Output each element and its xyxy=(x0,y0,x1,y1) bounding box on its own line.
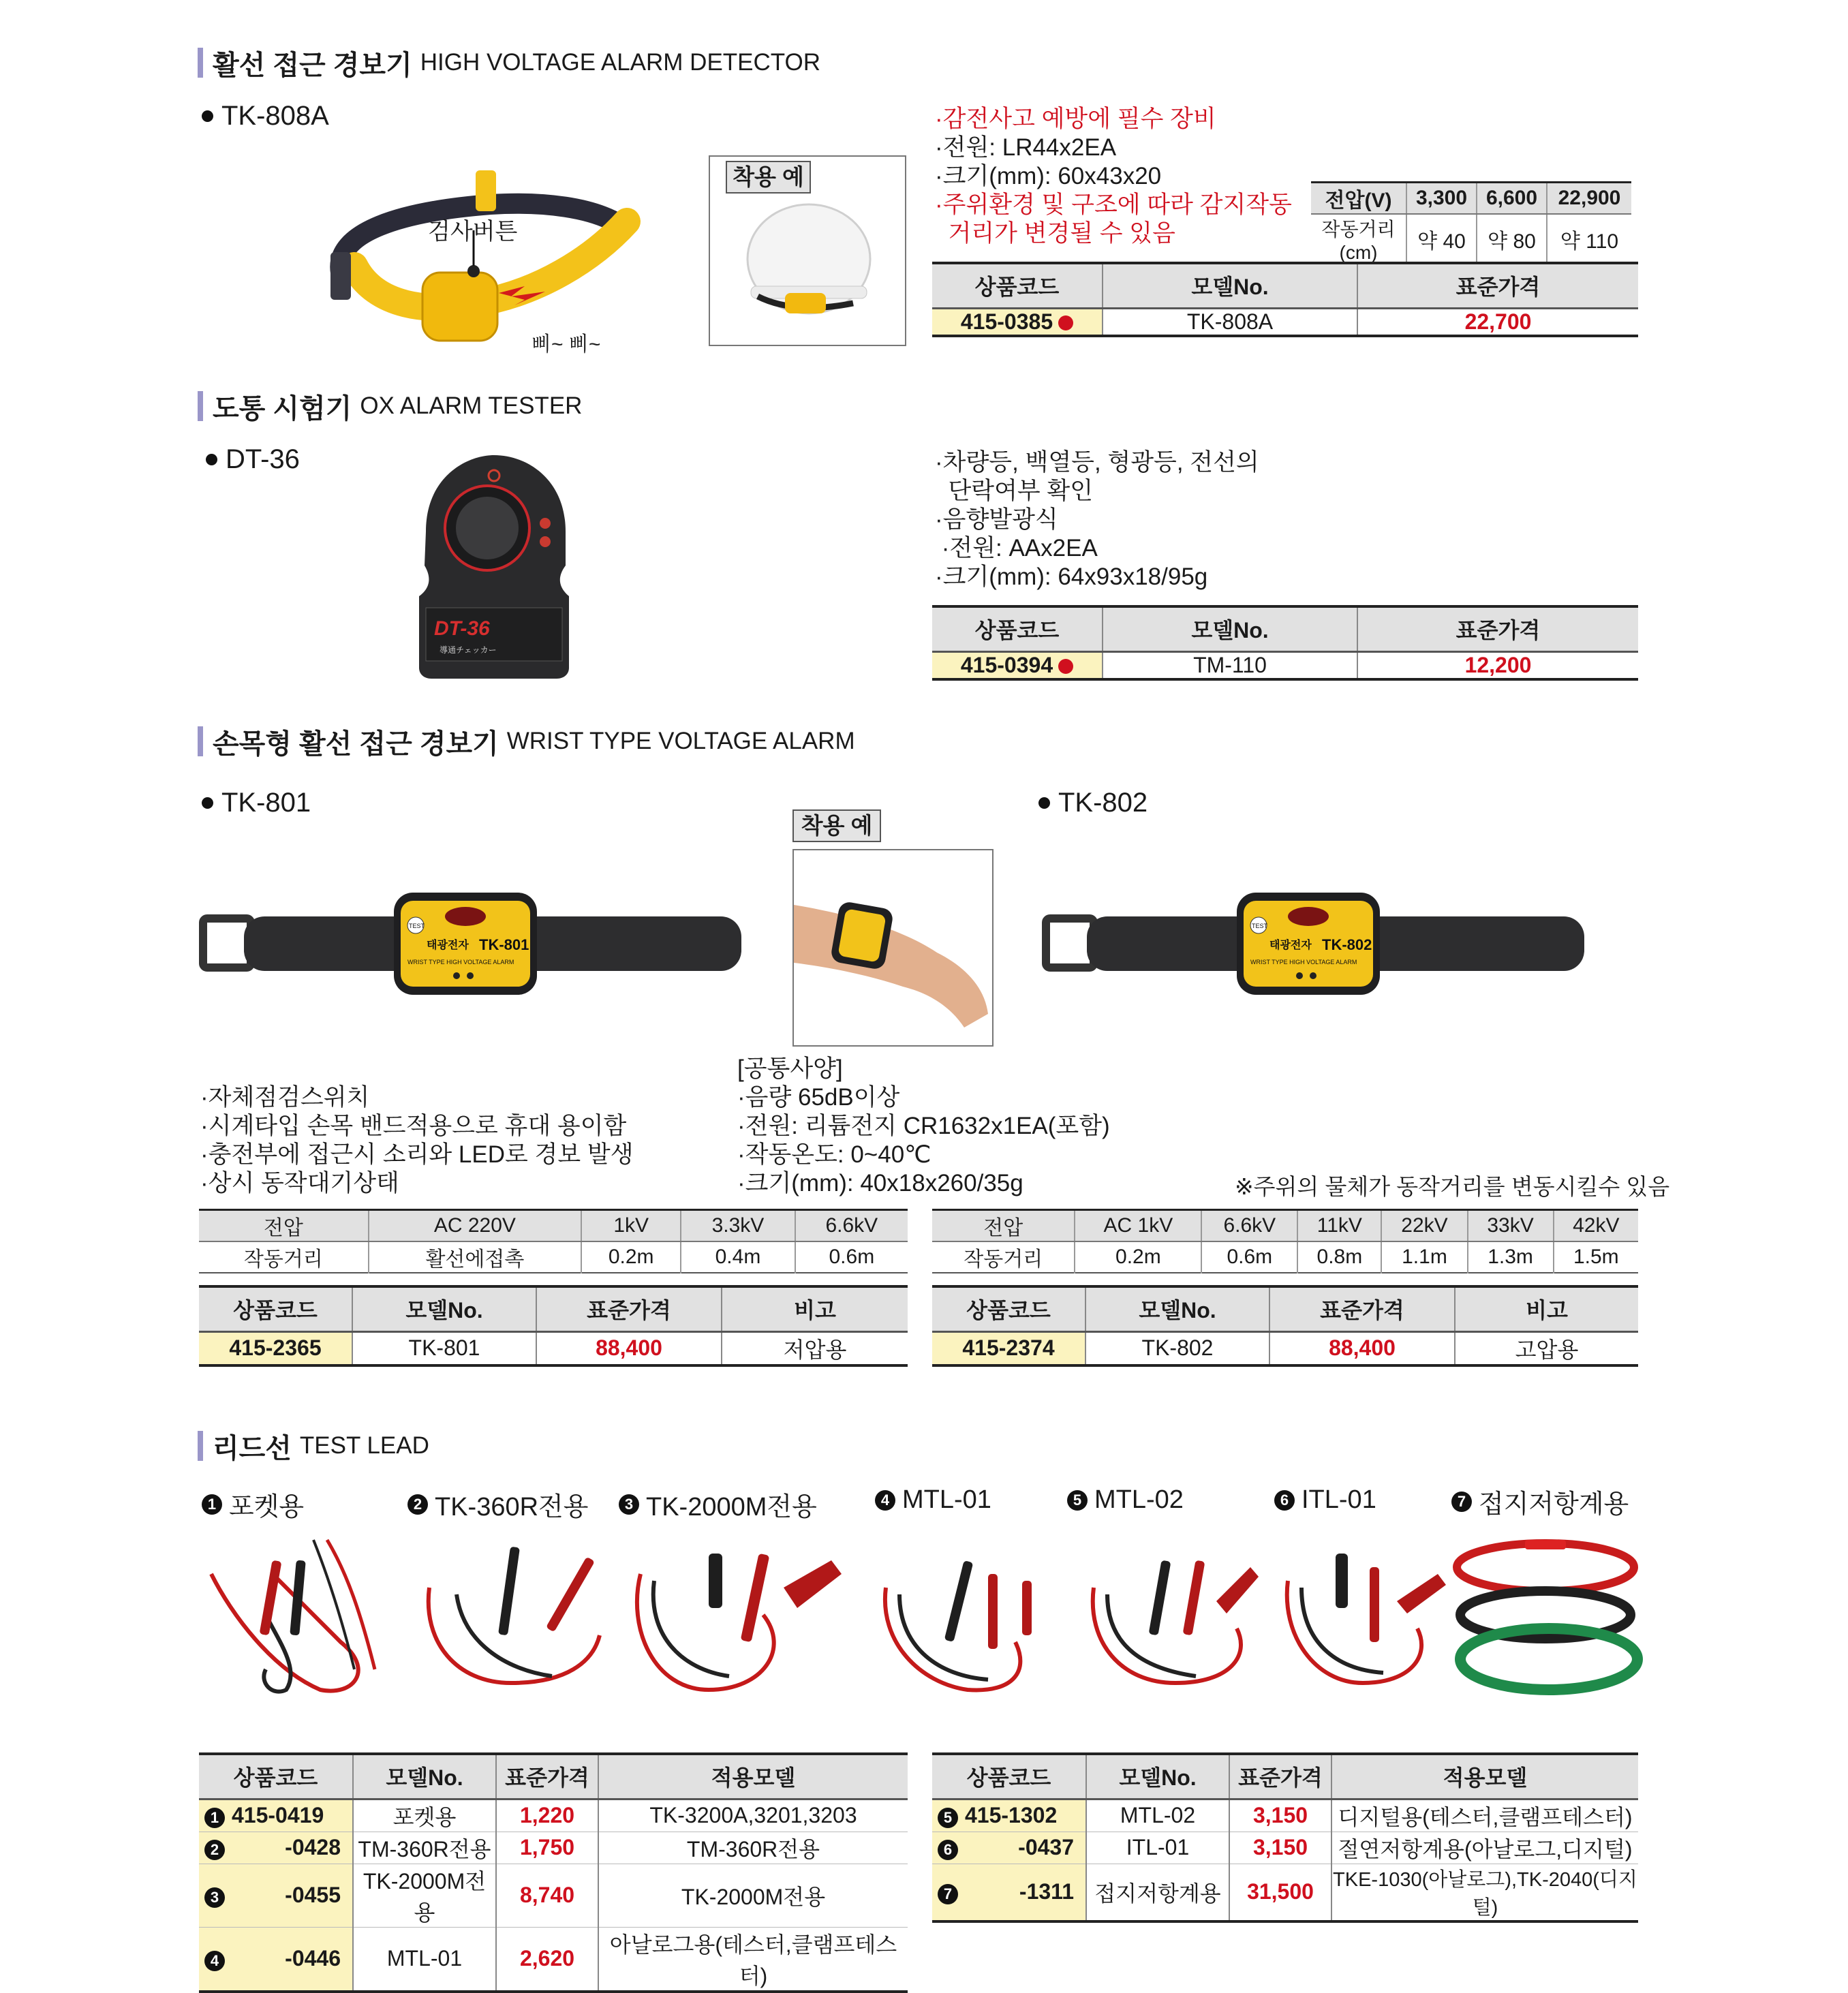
price-cell: 3,150 xyxy=(1229,1832,1331,1864)
table-header-cell: 모델No. xyxy=(1103,263,1357,308)
table-cell: 1.3m xyxy=(1468,1241,1554,1273)
table-cell: 1.5m xyxy=(1554,1241,1638,1273)
lead-label-text: 포켓용 xyxy=(229,1493,305,1521)
lead-label-3 xyxy=(619,1485,817,1523)
lead-label-text: MTL-01 xyxy=(902,1485,991,1514)
model-cell: MTL-02 xyxy=(1086,1799,1229,1832)
price-cell: 1,750 xyxy=(496,1832,598,1864)
table-header-cell: 상품코드 xyxy=(932,1286,1085,1331)
usage-caption: 착용 예 xyxy=(726,161,811,194)
table-header-cell: 6.6kV xyxy=(1201,1210,1297,1242)
table-row xyxy=(199,1241,908,1273)
spec-line: ·작동온도: 0~40℃ xyxy=(737,1141,931,1168)
helmet-alarm xyxy=(785,293,826,313)
apply-model-cell: TK-2000M전용 xyxy=(598,1864,908,1927)
test-text: TEST xyxy=(1252,923,1268,929)
table-header-cell: 상품코드 xyxy=(932,1754,1086,1799)
price-cell: 31,500 xyxy=(1229,1864,1331,1921)
lead-image-7 xyxy=(1450,1526,1648,1703)
section-title-en: WRIST TYPE VOLTAGE ALARM xyxy=(506,728,855,754)
lead-label-2 xyxy=(407,1485,588,1523)
probe-black xyxy=(944,1560,974,1642)
table-header-cell: 22,900 xyxy=(1547,183,1631,215)
spec-list-dt36 xyxy=(935,448,1259,591)
table-header-cell: 33kV xyxy=(1468,1210,1554,1242)
tk802-watch-image xyxy=(1046,886,1605,1002)
spec-line: ·크기(mm): 64x93x18/95g xyxy=(935,563,1208,590)
table-cell: 0.2m xyxy=(581,1241,681,1273)
table-cell: 0.6m xyxy=(1201,1241,1297,1273)
model-name: DT-36 xyxy=(226,444,300,474)
spec-line: ·크기(mm): 60x43x20 xyxy=(935,163,1162,189)
apply-model-cell: TM-360R전용 xyxy=(598,1832,908,1864)
model-label-tk808a xyxy=(202,101,329,132)
spec-line: ·크기(mm): 40x18x260/35g xyxy=(737,1170,1023,1196)
lead-wire-black xyxy=(313,1540,354,1669)
table-header-cell: AC 220V xyxy=(369,1210,581,1242)
table-header-cell: 표준가격 xyxy=(1357,606,1638,651)
strap-clip xyxy=(476,170,496,211)
lead-image-3 xyxy=(627,1533,852,1703)
watch-model-text: TK-801 xyxy=(479,936,529,953)
table-header-cell: 표준가격 xyxy=(496,1754,598,1799)
price-cell: 88,400 xyxy=(1269,1331,1455,1365)
table-row xyxy=(199,1832,908,1864)
watch-led xyxy=(445,907,486,926)
table-cell: 0.2m xyxy=(1075,1241,1201,1273)
beep-label: 삐~ 삐~ xyxy=(532,333,601,356)
section-title-ko: 활선 접근 경보기 xyxy=(213,50,412,80)
probe-red xyxy=(1370,1567,1379,1642)
model-cell: 포켓용 xyxy=(353,1799,496,1832)
bullet-dot xyxy=(206,454,217,465)
model-name: TK-802 xyxy=(1058,788,1148,818)
lead-label-text: TK-360R전용 xyxy=(435,1493,589,1521)
table-cell: 0.8m xyxy=(1297,1241,1381,1273)
spec-line: ·전원: 리튬전지 CR1632x1EA(포함) xyxy=(737,1113,1110,1139)
table-cell: 작동거리 xyxy=(243,1248,323,1271)
alarm-body xyxy=(422,273,497,341)
distance-table-tk802 xyxy=(932,1209,1638,1273)
watch-model-text: TK-802 xyxy=(1322,936,1372,953)
section-title-en: OX ALARM TESTER xyxy=(360,392,583,419)
clip-red xyxy=(1525,1540,1566,1549)
lead-label-1 xyxy=(202,1485,304,1523)
table-row xyxy=(932,1832,1638,1864)
table-row xyxy=(932,1864,1638,1921)
product-code: 415-0385 xyxy=(960,309,1053,334)
table-header-cell: 1kV xyxy=(581,1210,681,1242)
product-code-cell: 415-2374 xyxy=(932,1331,1085,1365)
probe-red xyxy=(1022,1581,1032,1635)
tk801-watch-image xyxy=(203,886,762,1002)
table-header-cell: 전압 xyxy=(932,1210,1075,1242)
table-row xyxy=(932,651,1638,679)
probe-black xyxy=(1336,1554,1348,1608)
bullet-dot xyxy=(1038,797,1050,809)
product-code-cell xyxy=(932,308,1103,336)
table-header-row xyxy=(1311,183,1631,215)
watch-hole xyxy=(1296,972,1303,979)
table-header-cell: 적용모델 xyxy=(598,1754,908,1799)
apply-model-cell: TK-3200A,3201,3203 xyxy=(598,1799,908,1832)
model-name: TK-808A xyxy=(221,101,329,131)
number-badge: 7 xyxy=(1451,1492,1472,1512)
product-code: -0455 xyxy=(285,1883,341,1907)
probe-angled-red xyxy=(1216,1567,1259,1613)
table-cell: 1.1m xyxy=(1381,1241,1467,1273)
apply-model-cell: TKE-1030(아날로그),TK-2040(디지털) xyxy=(1331,1864,1638,1921)
product-code: -0446 xyxy=(285,1946,341,1971)
section-title-test-lead xyxy=(198,1430,429,1462)
probe-red xyxy=(546,1557,595,1633)
section-title-high-voltage xyxy=(198,46,820,79)
new-mark-icon xyxy=(1058,659,1073,674)
apply-model-cell: 절연저항계용(아날로그,디지털) xyxy=(1331,1832,1638,1864)
probe-red xyxy=(988,1574,998,1649)
spec-line: ·충전부에 접근시 소리와 LED로 경보 발생 xyxy=(200,1141,634,1168)
probe-black xyxy=(1149,1560,1171,1636)
probe-red xyxy=(741,1554,770,1642)
usage-photo-wrist xyxy=(792,849,994,1047)
probe-black xyxy=(709,1554,722,1608)
product-code-cell xyxy=(932,651,1103,679)
table-header-cell: AC 1kV xyxy=(1075,1210,1201,1242)
table-header-cell: 비고 xyxy=(722,1286,908,1331)
number-badge: 1 xyxy=(202,1494,222,1515)
probe-angled-red xyxy=(1397,1574,1446,1613)
spec-line: ·상시 동작대기상태 xyxy=(200,1170,399,1196)
brand-text: 태광전자 xyxy=(427,938,469,951)
table-cell: 0.4m xyxy=(681,1241,795,1273)
number-badge: 4 xyxy=(875,1490,895,1511)
product-code-cell xyxy=(932,1864,1086,1921)
lead-wire-black xyxy=(899,1594,988,1680)
price-table-tk808a xyxy=(932,262,1638,337)
watch-buckle xyxy=(203,918,251,968)
table-header-cell: 표준가격 xyxy=(1269,1286,1455,1331)
table-header-cell: 비고 xyxy=(1455,1286,1638,1331)
spec-line: 단락여부 확인 xyxy=(935,478,1094,504)
product-code-cell xyxy=(199,1799,353,1832)
section-title-ko: 도통 시험기 xyxy=(213,393,352,424)
lead-label-5 xyxy=(1067,1485,1184,1515)
price-cell: 8,740 xyxy=(496,1864,598,1927)
lead-image-5 xyxy=(1080,1533,1264,1703)
table-header-cell: 모델No. xyxy=(1103,606,1357,651)
probe-black xyxy=(498,1547,520,1636)
section-title-wrist xyxy=(198,725,855,758)
spec-line: ·음량 65dB이상 xyxy=(737,1084,900,1111)
product-code: 415-0419 xyxy=(232,1803,324,1827)
table-header-row xyxy=(932,1210,1638,1242)
watch-hole xyxy=(453,972,460,979)
number-badge: 5 xyxy=(938,1808,958,1828)
spec-line: ·차량등, 백열등, 형광등, 전선의 xyxy=(935,449,1259,476)
table-header-cell: 22kV xyxy=(1381,1210,1467,1242)
model-label-tk802 xyxy=(1038,788,1148,818)
table-cell: 작동거리(cm) xyxy=(1321,219,1396,263)
watch-band-text: WRIST TYPE HIGH VOLTAGE ALARM xyxy=(407,959,514,965)
worn-watch-face xyxy=(837,908,886,962)
lead-label-4 xyxy=(875,1485,991,1515)
coil-red xyxy=(1457,1543,1634,1591)
bullet-dot xyxy=(202,110,213,122)
table-header-row xyxy=(932,1754,1638,1799)
spec-line: 거리가 변경될 수 있음 xyxy=(935,220,1175,247)
number-badge: 2 xyxy=(204,1840,225,1860)
price-cell: 88,400 xyxy=(536,1331,722,1365)
number-badge: 5 xyxy=(1067,1490,1088,1511)
spec-list-wrist xyxy=(200,1083,634,1198)
spec-line: ·음향발광식 xyxy=(935,506,1058,533)
table-header-cell: 표준가격 xyxy=(1229,1754,1331,1799)
product-code-cell xyxy=(932,1799,1086,1832)
table-cell: 약 110 xyxy=(1547,214,1631,264)
common-spec-list xyxy=(737,1055,1110,1198)
price-cell: 1,220 xyxy=(496,1799,598,1832)
table-header-cell: 상품코드 xyxy=(199,1286,352,1331)
apply-model-cell: 디지털용(테스터,클램프테스터) xyxy=(1331,1799,1638,1832)
table-cell: 활선에접촉 xyxy=(369,1241,581,1273)
table-header-cell: 표준가격 xyxy=(536,1286,722,1331)
table-header-row xyxy=(932,263,1638,308)
table-header-row xyxy=(932,1286,1638,1331)
spec-line: ·자체점검스위치 xyxy=(200,1084,370,1111)
table-header-cell: 모델No. xyxy=(352,1286,536,1331)
lead-label-text: MTL-02 xyxy=(1094,1485,1184,1514)
model-label-dt36 xyxy=(206,444,300,475)
price-table-tk801 xyxy=(199,1285,908,1367)
table-header-cell: 상품코드 xyxy=(199,1754,353,1799)
spec-line: ·시계타입 손목 밴드적용으로 휴대 용이함 xyxy=(200,1113,627,1139)
table-header-cell: 42kV xyxy=(1554,1210,1638,1242)
product-code-cell xyxy=(199,1864,353,1927)
price-cell: 2,620 xyxy=(496,1927,598,1992)
lead-image-2 xyxy=(416,1533,606,1703)
price-cell: 22,700 xyxy=(1357,308,1638,336)
table-cell: 작동거리 xyxy=(964,1248,1043,1271)
number-badge: 3 xyxy=(619,1494,639,1515)
model-cell: MTL-01 xyxy=(353,1927,496,1992)
strap-buckle xyxy=(330,252,351,300)
price-table-tk802 xyxy=(932,1285,1638,1367)
probe-red xyxy=(1183,1560,1205,1636)
spec-line: ·감전사고 예방에 필수 장비 xyxy=(935,106,1216,132)
table-header-cell: 모델No. xyxy=(353,1754,496,1799)
table-header-cell: 3,300 xyxy=(1406,183,1477,215)
distance-table-tk801 xyxy=(199,1209,908,1273)
section-title-en: HIGH VOLTAGE ALARM DETECTOR xyxy=(420,49,821,76)
table-header-cell: 11kV xyxy=(1297,1210,1381,1242)
product-code: -0437 xyxy=(1018,1835,1074,1859)
table-row xyxy=(199,1864,908,1927)
title-bar xyxy=(198,1431,203,1461)
product-code-cell xyxy=(199,1832,353,1864)
table-row xyxy=(199,1331,908,1365)
table-row xyxy=(199,1927,908,1992)
brand-text: 태광전자 xyxy=(1269,938,1312,951)
spec-line: ·전원: AAx2EA xyxy=(935,535,1098,561)
notice-text: ※주위의 물체가 동작거리를 변동시킬수 있음 xyxy=(1235,1174,1670,1199)
table-header-cell: 6,600 xyxy=(1477,183,1547,215)
dt36-device-image xyxy=(412,450,576,681)
table-row xyxy=(932,1799,1638,1832)
table-header-cell: 표준가격 xyxy=(1357,263,1638,308)
table-cell: 약 40 xyxy=(1406,214,1477,264)
indicator-o xyxy=(540,518,551,529)
table-row xyxy=(199,1799,908,1832)
watch-hole xyxy=(467,972,474,979)
probe-red xyxy=(260,1560,282,1636)
price-table-dt36 xyxy=(932,605,1638,681)
lead-wire-red xyxy=(211,1574,358,1691)
watch-led xyxy=(1288,907,1329,926)
usage-caption: 착용 예 xyxy=(792,809,881,842)
number-badge: 7 xyxy=(938,1884,958,1904)
table-header-cell: 전압(V) xyxy=(1311,183,1406,215)
spec-line: ·주위환경 및 구조에 따라 감지작동 xyxy=(935,191,1292,218)
table-row xyxy=(932,1241,1638,1273)
table-cell: 약 80 xyxy=(1477,214,1547,264)
title-bar xyxy=(198,726,203,756)
device-model-text: DT-36 xyxy=(434,617,490,640)
number-badge: 4 xyxy=(204,1951,225,1971)
table-header-row xyxy=(932,606,1638,651)
table-header-cell: 3.3kV xyxy=(681,1210,795,1242)
section-title-ox-alarm xyxy=(198,390,582,422)
device-sub-text: 導通チェッカー xyxy=(440,645,497,655)
distance-table-tk808a xyxy=(1311,181,1631,265)
table-header-cell: 적용모델 xyxy=(1331,1754,1638,1799)
test-button xyxy=(467,265,480,277)
table-header-cell: 전압 xyxy=(199,1210,369,1242)
price-table-leads-a xyxy=(199,1752,908,1993)
model-cell: TM-110 xyxy=(1103,651,1357,679)
price-table-leads-b xyxy=(932,1752,1638,1923)
table-header-row xyxy=(199,1286,908,1331)
table-header-cell: 상품코드 xyxy=(932,263,1103,308)
new-mark-icon xyxy=(1058,315,1073,330)
probe-black xyxy=(290,1560,306,1636)
table-header-row xyxy=(199,1210,908,1242)
lead-label-7 xyxy=(1451,1483,1629,1520)
section-title-ko: 리드선 xyxy=(213,1433,292,1464)
lead-wire-red xyxy=(429,1588,600,1683)
indicator-x xyxy=(540,536,551,547)
lead-label-text: ITL-01 xyxy=(1302,1485,1376,1514)
test-text: TEST xyxy=(409,923,425,929)
model-label-tk801 xyxy=(202,788,311,818)
watch-buckle xyxy=(1046,918,1094,968)
wrist-image xyxy=(794,850,992,1045)
table-header-cell: 상품코드 xyxy=(932,606,1103,651)
table-header-cell: 6.6kV xyxy=(795,1210,908,1242)
product-code-cell: 415-2365 xyxy=(199,1331,352,1365)
model-cell: ITL-01 xyxy=(1086,1832,1229,1864)
number-badge: 1 xyxy=(204,1808,225,1828)
bullet-dot xyxy=(202,797,213,809)
lead-image-6 xyxy=(1281,1533,1458,1703)
model-cell: TK-802 xyxy=(1085,1331,1269,1365)
table-header-row xyxy=(199,1754,908,1799)
product-code: 415-0394 xyxy=(960,652,1053,677)
table-header-cell: 모델No. xyxy=(1086,1754,1229,1799)
product-code-cell xyxy=(199,1927,353,1992)
section-title-ko: 손목형 활선 접근 경보기 xyxy=(213,728,499,759)
probe-angled-red xyxy=(784,1560,842,1608)
spec-line: [공통사양] xyxy=(737,1055,843,1082)
table-row xyxy=(932,308,1638,336)
lead-label-text: TK-2000M전용 xyxy=(646,1493,817,1521)
title-bar xyxy=(198,48,203,78)
number-badge: 6 xyxy=(938,1840,958,1860)
model-name: TK-801 xyxy=(221,788,311,818)
note-cell: 저압용 xyxy=(722,1331,908,1365)
model-cell: TK-2000M전용 xyxy=(353,1864,496,1927)
product-code: 415-1302 xyxy=(965,1803,1058,1827)
table-row xyxy=(932,1331,1638,1365)
test-button-label: 검사버튼 xyxy=(428,219,518,245)
table-row xyxy=(1311,214,1631,264)
price-cell: 12,200 xyxy=(1357,651,1638,679)
lead-label-6 xyxy=(1274,1485,1376,1515)
section-title-en: TEST LEAD xyxy=(299,1432,429,1459)
product-code: -1311 xyxy=(1019,1879,1074,1904)
spec-line: ·전원: LR44x2EA xyxy=(935,134,1117,161)
product-code-cell xyxy=(932,1832,1086,1864)
model-cell: TK-808A xyxy=(1103,308,1357,336)
table-header-cell: 모델No. xyxy=(1085,1286,1269,1331)
product-code: -0428 xyxy=(285,1835,341,1859)
model-cell: 접지저항계용 xyxy=(1086,1864,1229,1921)
apply-model-cell: 아날로그용(테스터,클램프테스터) xyxy=(598,1927,908,1992)
lead-image-1 xyxy=(204,1533,388,1703)
spec-list-tk808a xyxy=(935,105,1292,248)
number-badge: 3 xyxy=(204,1887,225,1908)
lead-label-text: 접지저항계용 xyxy=(1479,1490,1629,1519)
model-cell: TK-801 xyxy=(352,1331,536,1365)
number-badge: 2 xyxy=(407,1494,428,1515)
price-cell: 3,150 xyxy=(1229,1799,1331,1832)
note-cell: 고압용 xyxy=(1455,1331,1638,1365)
number-badge: 6 xyxy=(1274,1490,1295,1511)
watch-band-text: WRIST TYPE HIGH VOLTAGE ALARM xyxy=(1250,959,1357,965)
speaker-grill xyxy=(456,497,519,559)
table-cell: 0.6m xyxy=(795,1241,908,1273)
model-cell: TM-360R전용 xyxy=(353,1832,496,1864)
lead-image-4 xyxy=(879,1533,1063,1703)
title-bar xyxy=(198,391,203,421)
watch-hole xyxy=(1310,972,1316,979)
